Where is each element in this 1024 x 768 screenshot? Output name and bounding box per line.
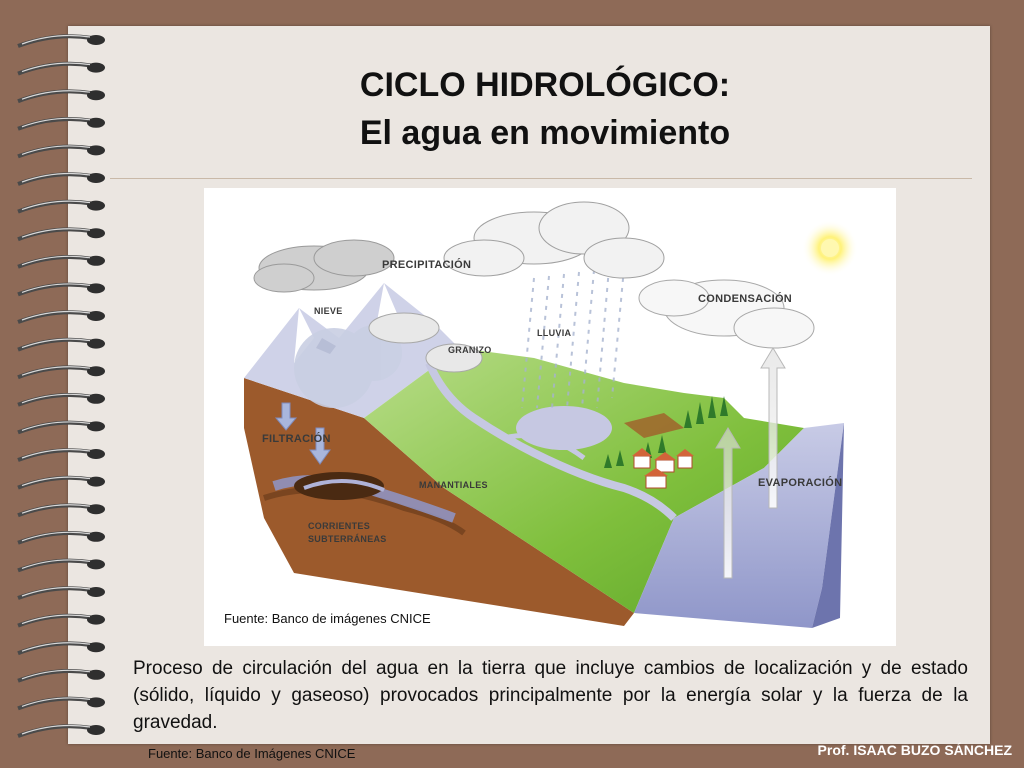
title-divider xyxy=(110,178,972,179)
cloud-icon xyxy=(254,240,394,292)
label-granizo: GRANIZO xyxy=(448,345,492,355)
label-precipitacion: PRECIPITACIÓN xyxy=(382,259,472,271)
slide-title-line2: El agua en movimiento xyxy=(359,114,731,152)
cloud-icon xyxy=(444,202,664,278)
slide-title-line1: CICLO HIDROLÓGICO: xyxy=(359,66,731,104)
footer-source: Fuente: Banco de Imágenes CNICE xyxy=(148,746,356,761)
cloud-icon xyxy=(639,280,814,348)
notebook-spiral-binding xyxy=(0,0,120,768)
label-nieve: NIEVE xyxy=(314,306,343,316)
label-subterraneas: SUBTERRÁNEAS xyxy=(308,534,387,544)
label-lluvia: LLUVIA xyxy=(537,328,572,338)
water-cycle-diagram xyxy=(204,188,896,646)
label-evaporacion: EVAPORACIÓN xyxy=(758,477,843,489)
label-manantiales: MANANTIALES xyxy=(419,480,488,490)
label-corrientes: CORRIENTES xyxy=(308,521,371,531)
label-condensacion: CONDENSACIÓN xyxy=(698,293,793,305)
sun-icon xyxy=(802,220,858,276)
label-filtracion: FILTRACIÓN xyxy=(262,433,331,445)
diagram-source: Fuente: Banco de imágenes CNICE xyxy=(224,611,431,626)
author-credit: Prof. ISAAC BUZO SÁNCHEZ xyxy=(817,742,1012,758)
description-paragraph: Proceso de circulación del agua en la tierra que incluye cambios de localización y de estado (sólido, líquido y gaseoso) provocados principalmente por la energía solar y la fuerza de la gravedad. xyxy=(133,658,968,733)
lake xyxy=(516,406,612,450)
water-cycle-illustration xyxy=(204,188,896,646)
